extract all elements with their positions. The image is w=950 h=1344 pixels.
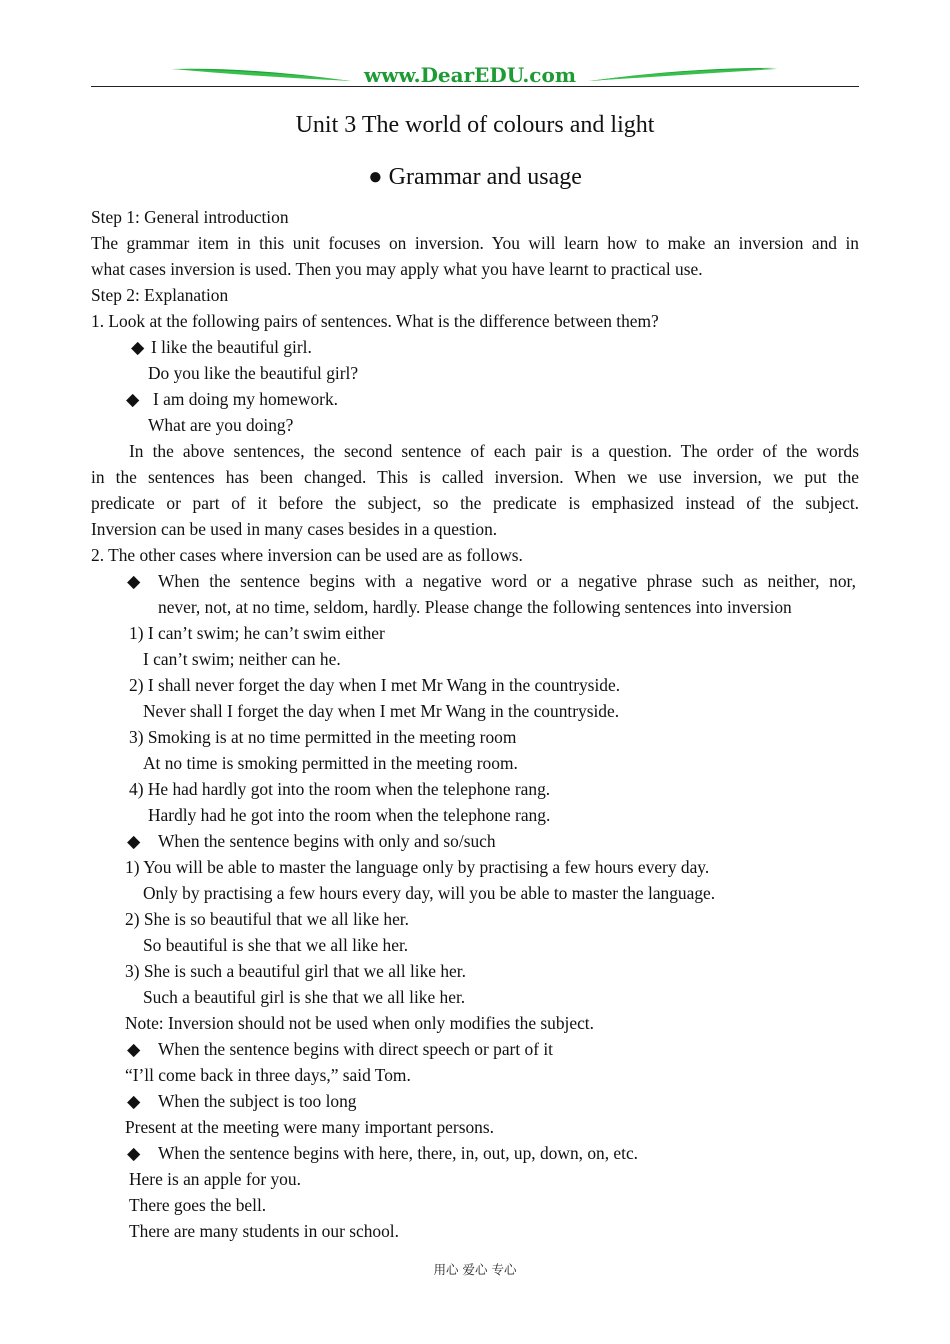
example-text: Such a beautiful girl is she that we all like her. <box>143 987 466 1007</box>
example-text: 1) I can’t swim; he can’t swim either <box>129 623 385 643</box>
paragraph-line: Inversion can be used in many cases besides in a question. <box>91 519 498 539</box>
example-text: So beautiful is she that we all like her. <box>143 935 409 955</box>
case-heading <box>91 568 859 594</box>
example-text: Never shall I forget the day when I met Mr Wang in the countryside. <box>143 701 620 721</box>
page-footer: 用心 爱心 专心 <box>433 1262 517 1277</box>
example-text: 3) She is such a beautiful girl that we all like her. <box>125 961 466 981</box>
step-heading: Step 2: Explanation <box>91 285 229 305</box>
example-text: Hardly had he got into the room when the telephone rang. <box>148 805 551 825</box>
diamond-bullet-icon: ◆ <box>131 337 145 357</box>
step-heading: Step 1: General introduction <box>91 207 289 227</box>
example-text: Only by practising a few hours every day, will you be able to master the language. <box>143 883 716 903</box>
paragraph-line: The grammar item in this unit focuses on inversion. You will learn how to make an inversion and in <box>91 233 859 253</box>
diamond-bullet-icon: ◆ <box>127 1039 141 1059</box>
case-heading <box>91 828 859 854</box>
example-text: 4) He had hardly got into the room when the telephone rang. <box>129 779 551 799</box>
page-title: Unit 3 The world of colours and light <box>295 112 655 138</box>
case-heading <box>91 1140 859 1166</box>
paragraph-line: what cases inversion is used. Then you may apply what you have learnt to practical use. <box>91 259 703 279</box>
diamond-bullet-icon: ◆ <box>126 389 140 409</box>
example-text: I can’t swim; neither can he. <box>143 649 341 669</box>
diamond-bullet-icon: ◆ <box>127 571 141 591</box>
diamond-bullet-icon: ◆ <box>127 831 141 851</box>
example-text: At no time is smoking permitted in the meeting room. <box>143 753 518 773</box>
site-logo-banner <box>170 63 780 87</box>
case-text: When the sentence begins with here, there, in, out, up, down, on, etc. <box>158 1143 639 1163</box>
diamond-bullet-icon: ◆ <box>127 1091 141 1111</box>
note-text: Note: Inversion should not be used when only modifies the subject. <box>125 1013 594 1033</box>
paragraph-line: predicate or part of it before the subject, so the predicate is emphasized instead of the subject. <box>91 493 859 513</box>
example-text: 2) I shall never forget the day when I met Mr Wang in the countryside. <box>129 675 621 695</box>
site-logo-text: www.DearEDU.com <box>363 63 577 87</box>
case-text: When the sentence begins with a negative word or a negative phrase such as neither, nor, <box>158 571 856 591</box>
case-text: When the sentence begins with direct speech or part of it <box>158 1039 554 1059</box>
example-text: “I’ll come back in three days,” said Tom. <box>125 1065 411 1085</box>
example-text: There goes the bell. <box>129 1195 267 1215</box>
case-heading <box>91 1088 859 1114</box>
question-line: 1. Look at the following pairs of sentences. What is the difference between them? <box>91 311 659 331</box>
section-heading: 2. The other cases where inversion can be used are as follows. <box>91 545 523 565</box>
example-text: 3) Smoking is at no time permitted in the meeting room <box>129 727 517 747</box>
case-heading <box>91 1036 859 1062</box>
example-text: There are many students in our school. <box>129 1221 399 1241</box>
case-text: never, not, at no time, seldom, hardly. Please change the following sentences into inversion <box>158 597 792 617</box>
example-item <box>91 334 859 360</box>
diamond-bullet-icon: ◆ <box>127 1143 141 1163</box>
paragraph-line: In the above sentences, the second sentence of each pair is a question. The order of the words <box>129 441 859 461</box>
example-item <box>91 386 859 412</box>
example-text: 1) You will be able to master the language only by practising a few hours every day. <box>125 857 710 877</box>
example-text: What are you doing? <box>148 415 294 435</box>
example-text: 2) She is so beautiful that we all like her. <box>125 909 409 929</box>
example-text: Present at the meeting were many important persons. <box>125 1117 494 1137</box>
document-body <box>91 204 859 1244</box>
case-text: When the subject is too long <box>158 1091 357 1111</box>
case-text: When the sentence begins with only and so/such <box>158 831 496 851</box>
example-text: I like the beautiful girl. <box>151 337 312 357</box>
example-text: Here is an apple for you. <box>129 1169 301 1189</box>
example-text: I am doing my homework. <box>153 389 338 409</box>
example-text: Do you like the beautiful girl? <box>148 363 359 383</box>
header-divider <box>91 86 859 87</box>
section-subtitle: ● Grammar and usage <box>368 164 582 190</box>
paragraph-line: in the sentences has been changed. This is called inversion. When we use inversion, we put the <box>91 467 859 487</box>
